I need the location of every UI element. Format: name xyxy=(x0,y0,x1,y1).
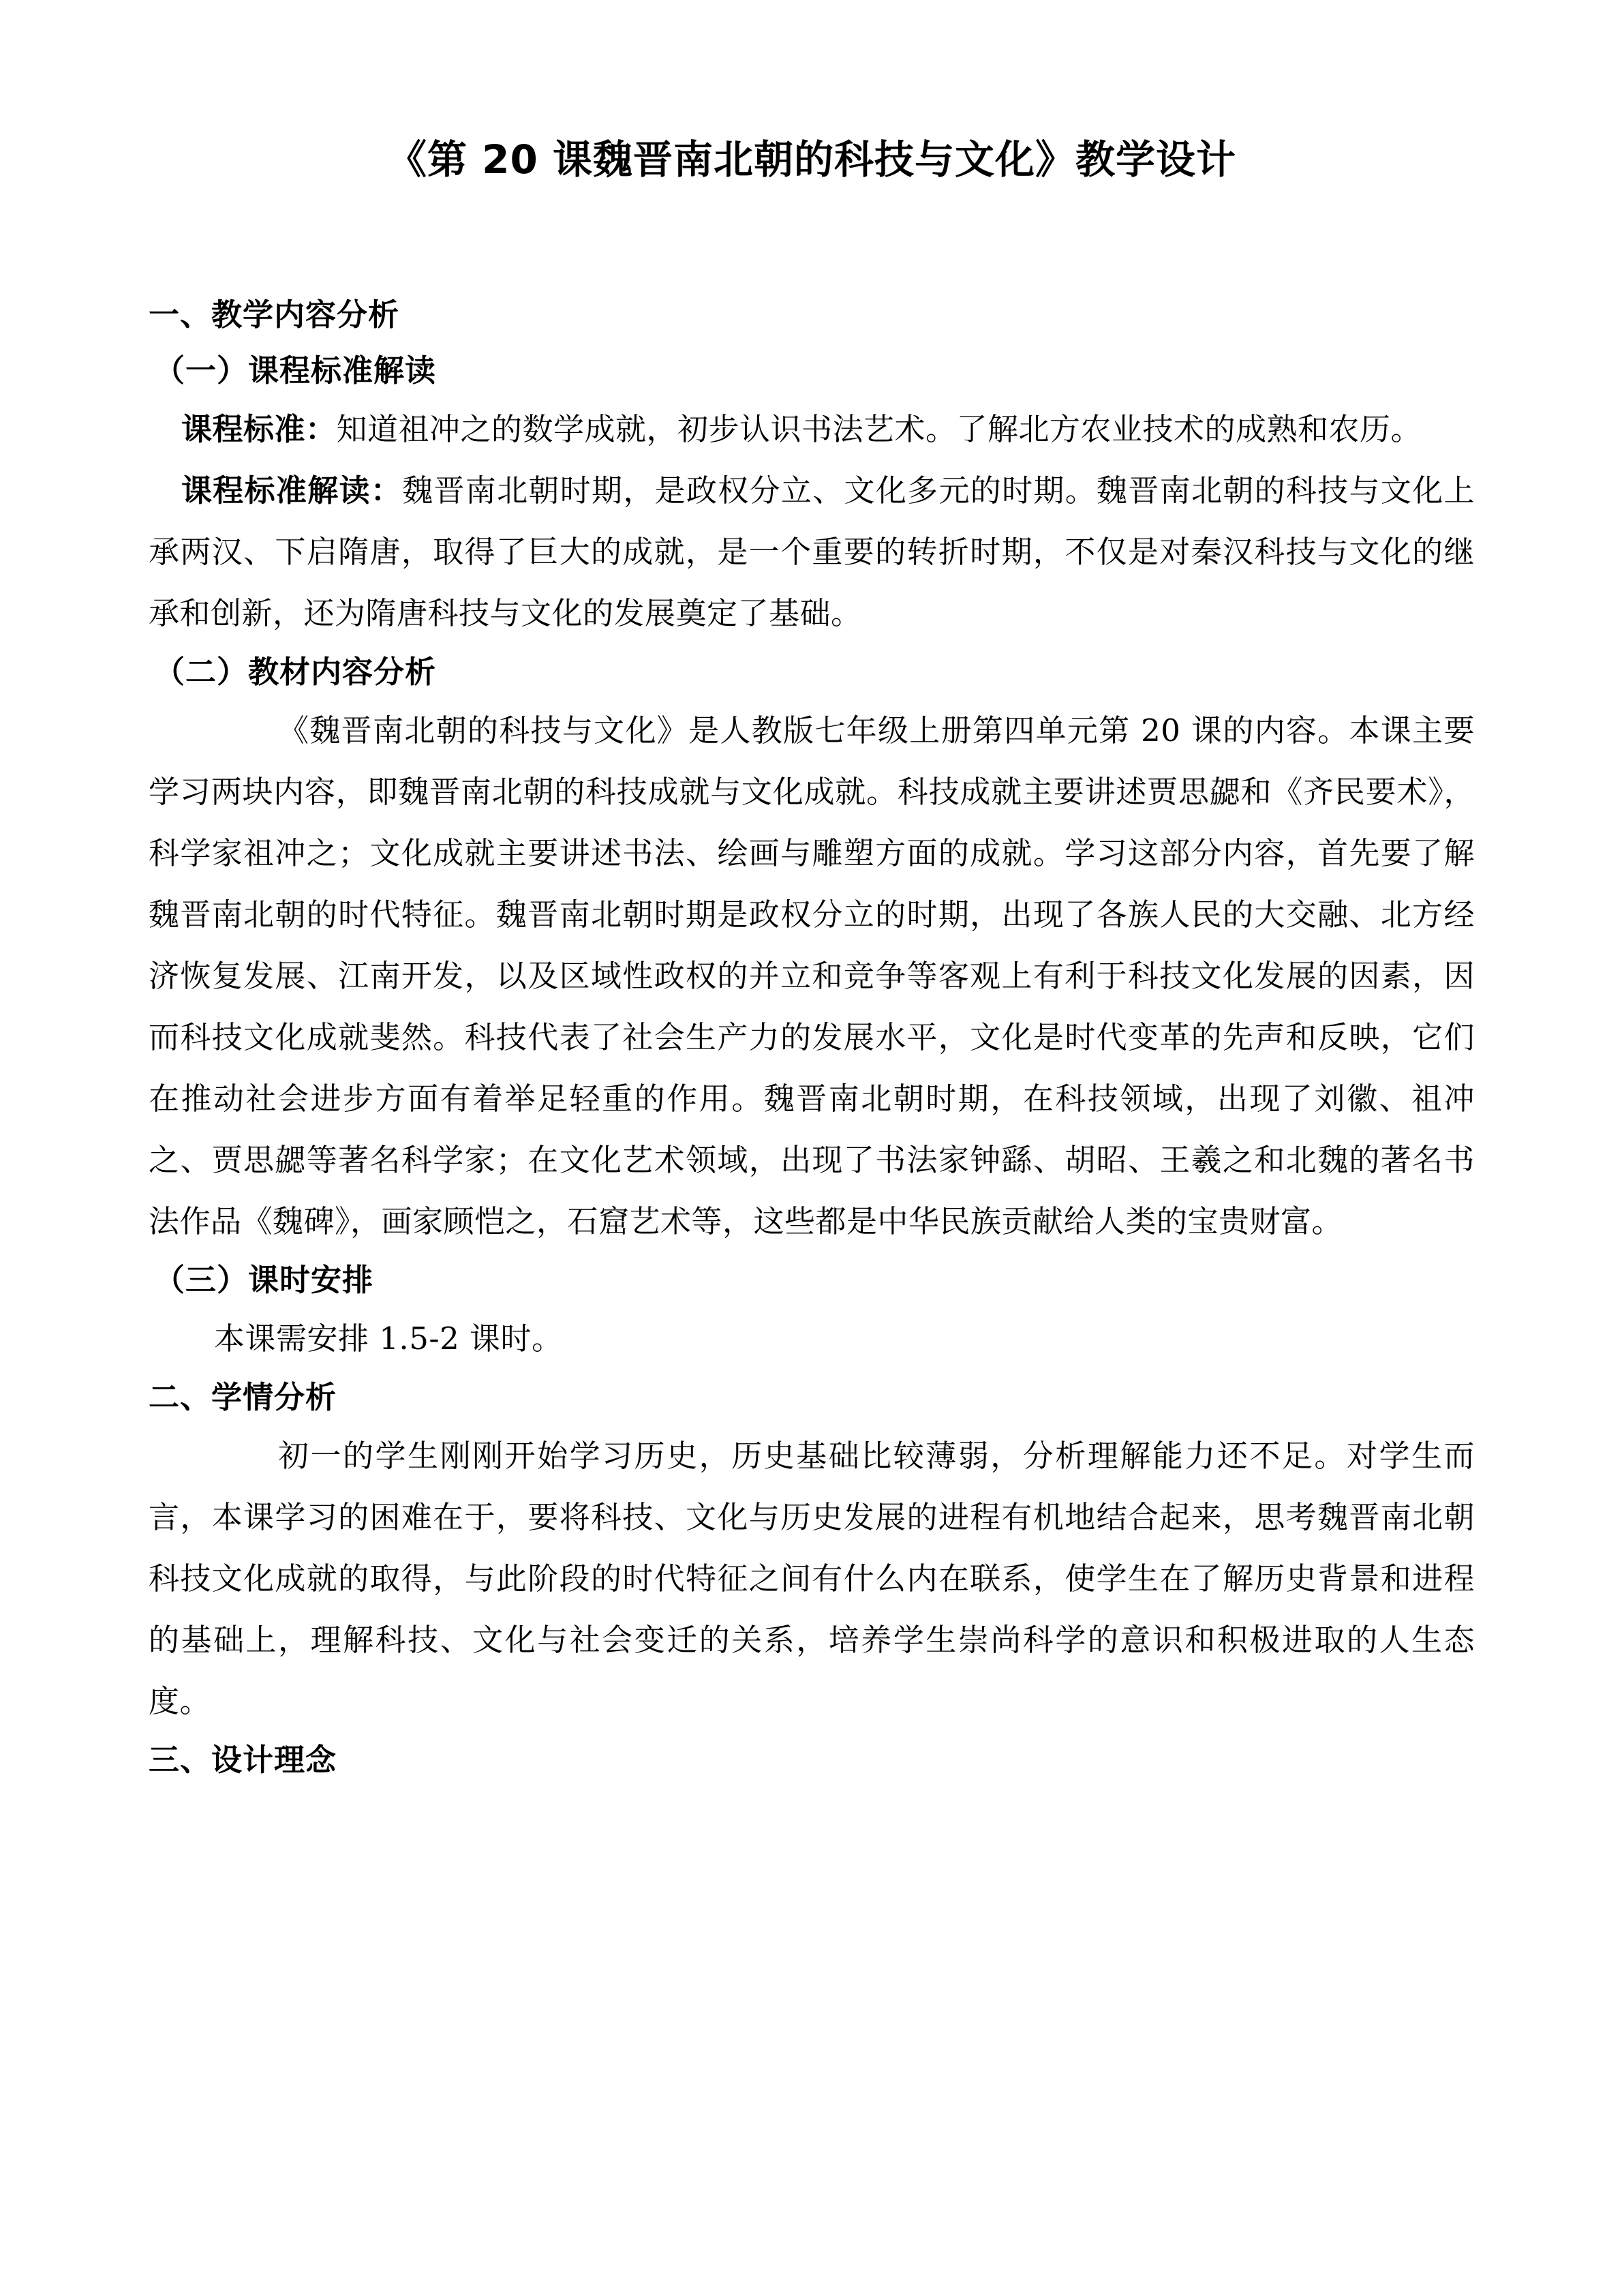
page-content xyxy=(149,0,1475,1788)
label-curriculum-standard: 课程标准： xyxy=(181,410,337,447)
title-spacer xyxy=(149,185,1475,287)
heading-design-concept: 三、设计理念 xyxy=(149,1741,337,1778)
heading-curriculum-standard-interpretation: （一）课程标准解读 xyxy=(154,352,437,389)
heading-class-hour-arrangement: （三）课时安排 xyxy=(154,1261,374,1298)
page-title: 《第 20 课魏晋南北朝的科技与文化》教学设计 xyxy=(386,136,1237,183)
text-curriculum-standard: 知道祖冲之的数学成就，初步认识书法艺术。了解北方农业技术的成熟和农历。 xyxy=(336,410,1422,447)
paragraph-student-analysis: 初一的学生刚刚开始学习历史，历史基础比较薄弱，分析理解能力还不足。对学生而言，本课学习的困难在于，要将科技、文化与历史发展的进程有机地结合起来，思考魏晋南北朝科技文化成就的取得，与此阶段的时代特征之间有什么内在联系，使学生在了解历史背景和进程的基础上，理解科技、文化与社会变迁的关系，培养学生崇尚科学的意识和积极进取的人生态度。 xyxy=(149,1437,1475,1719)
paragraph-material-analysis: 《魏晋南北朝的科技与文化》是人教版七年级上册第四单元第 20 课的内容。本课主要学习两块内容，即魏晋南北朝的科技成就与文化成就。科技成就主要讲述贾思勰和《齐民要术》，科学家祖冲之；文化成就主要讲述书法、绘画与雕塑方面的成就。学习这部分内容，首先要了解魏晋南北朝的时代特征。魏晋南北朝时期是政权分立的时期，出现了各族人民的大交融、北方经济恢复发展、江南开发，以及区域性政权的并立和竞争等客观上有利于科技文化发展的因素，因而科技文化成就斐然。科技代表了社会生产力的发展水平，文化是时代变革的先声和反映，它们在推动社会进步方面有着举足轻重的作用。魏晋南北朝时期，在科技领域，出现了刘徽、祖冲之、贾思勰等著名科学家；在文化艺术领域，出现了书法家钟繇、胡昭、王羲之和北魏的著名书法作品《魏碑》，画家顾恺之，石窟艺术等，这些都是中华民族贡献给人类的宝贵财富。 xyxy=(149,712,1475,1239)
text-curriculum-interpretation: 魏晋南北朝时期，是政权分立、文化多元的时期。魏晋南北朝的科技与文化上承两汉、下启隋唐，取得了巨大的成就，是一个重要的转折时期，不仅是对秦汉科技与文化的继承和创新，还为隋唐科技与文化的发展奠定了基础。 xyxy=(149,472,1475,631)
heading-student-situation-analysis: 二、学情分析 xyxy=(149,1378,337,1415)
label-curriculum-interpretation: 课程标准解读： xyxy=(181,472,403,509)
paragraph-curriculum-standard xyxy=(149,399,1475,460)
paragraph-curriculum-interpretation xyxy=(149,460,1475,644)
paragraph-class-hours: 本课需安排 1.5-2 课时。 xyxy=(214,1320,563,1357)
heading-teaching-content-analysis: 一、教学内容分析 xyxy=(149,296,400,333)
heading-material-content-analysis: （二）教材内容分析 xyxy=(154,653,437,690)
